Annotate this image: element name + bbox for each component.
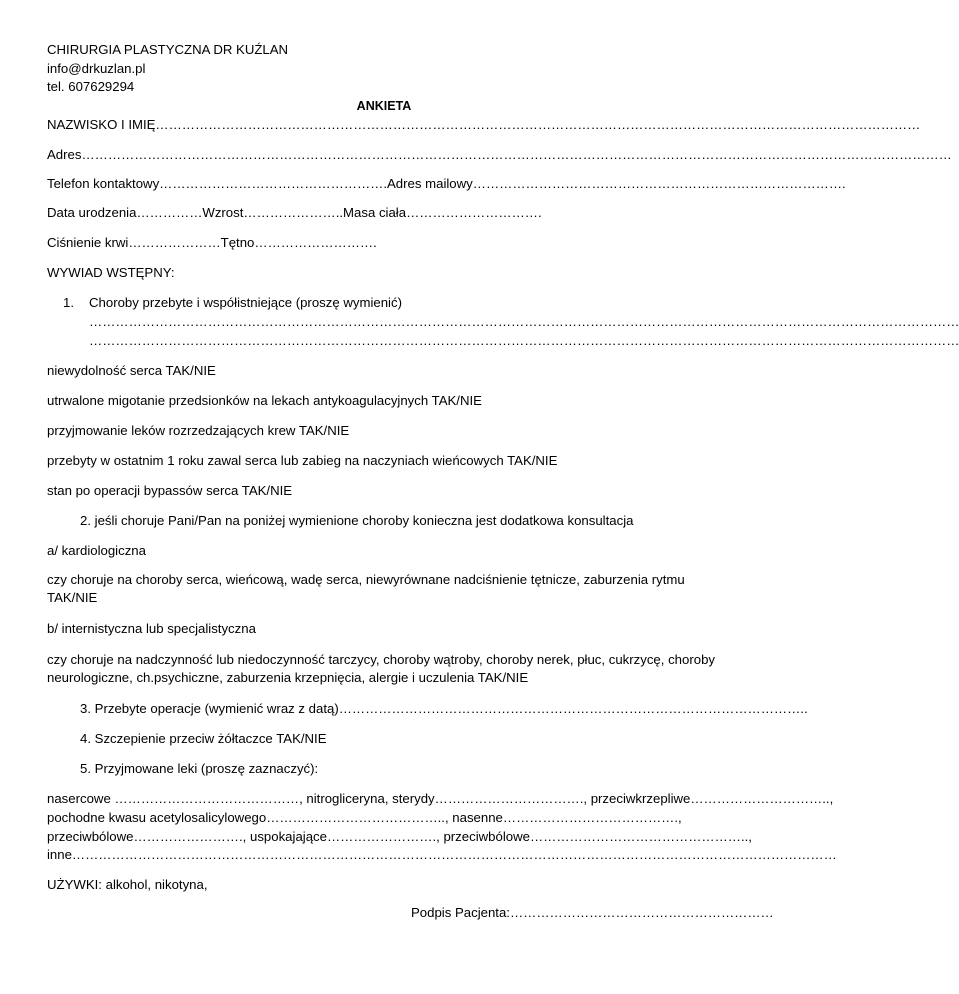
pressure-pulse-field[interactable]: Ciśnienie krwi…………………Tętno………………………. [47,235,377,250]
contact-field[interactable]: Telefon kontaktowy…………………………………………….Adres mailowy…………………………………………………………………………. [47,176,846,191]
address-field[interactable]: Adres……………………………………………………………………………………………………………………………………………………………………………… [47,147,952,162]
question-3[interactable]: 3. Przebyte operacje (wymienić wraz z datą)…………………………………………………………………………………………….. [80,701,808,716]
question-1-number: 1. [63,295,74,310]
question-1-line-2[interactable]: ……………………………………………………………………………………………………………………………………………………………………………… [89,333,959,348]
form-title: ANKIETA [356,99,412,113]
condition-bypass: stan po operacji bypassów serca TAK/NIE [47,483,293,498]
condition-atrial-fibrillation: utrwalone migotanie przedsionków na lekach antykoagulacyjnych TAK/NIE [47,393,482,408]
internal-label: b/ internistyczna lub specjalistyczna [47,621,256,636]
stimulants: UŻYWKI: alkohol, nikotyna, [47,877,208,892]
section-title: WYWIAD WSTĘPNY: [47,265,175,280]
question-4: 4. Szczepienie przeciw żółtaczce TAK/NIE [80,731,327,746]
drugs-line-1[interactable]: nasercowe ……………………………………, nitrogliceryna, sterydy……………………………., przeciwkrzepliwe………………………….., [47,791,834,806]
internal-question: czy choruje na nadczynność lub niedoczynność tarczycy, choroby wątroby, choroby nerek, płuc, cukrzycę, choroby neurologiczne, ch.psychiczne, zaburzenia krzepnięcia, alergie i uczulenia TAK/NIE [47,652,715,685]
condition-heart-attack: przebyty w ostatnim 1 roku zawal serca lub zabieg na naczyniach wieńcowych TAK/NIE [47,453,558,468]
drugs-line-3[interactable]: przeciwbólowe……………………., uspokajające……………………., przeciwbólowe………………………………………….., [47,829,752,844]
question-5: 5. Przyjmowane leki (proszę zaznaczyć): [80,761,319,776]
question-1-label: Choroby przebyte i współistniejące (proszę wymienić) [89,295,402,310]
clinic-name: CHIRURGIA PLASTYCZNA DR KUŹLAN [47,42,289,57]
question-2: 2. jeśli choruje Pani/Pan na poniżej wymienione choroby konieczna jest dodatkowa konsultacja [80,513,634,528]
question-1 [63,295,402,311]
cardiology-question: czy choruje na choroby serca, wieńcową, wadę serca, niewyrównane nadciśnienie tętnicze, zaburzenia rytmu TAK/NIE [47,572,685,605]
clinic-email: info@drkuzlan.pl [47,61,146,76]
cardiology-label: a/ kardiologiczna [47,543,146,558]
clinic-phone: tel. 607629294 [47,79,135,94]
birth-height-weight-field[interactable]: Data urodzenia……………Wzrost…………………..Masa ciała…………………………. [47,205,542,220]
question-1-line-1[interactable]: ……………………………………………………………………………………………………………………………………………………………………………… [89,314,959,329]
name-field[interactable]: NAZWISKO I IMIĘ………………………………………………………………………………………………………………………………………………………… [47,117,921,132]
patient-signature[interactable]: Podpis Pacjenta:…………………………………………………… [411,905,774,920]
drugs-line-4[interactable]: inne………………………………………………………………………………………………………………………………………………………… [47,847,837,862]
drugs-line-2[interactable]: pochodne kwasu acetylosalicylowego………………………………….., nasenne…………………………………., [47,810,682,825]
condition-blood-thinners: przyjmowanie leków rozrzedzających krew TAK/NIE [47,423,350,438]
condition-heart-failure: niewydolność serca TAK/NIE [47,363,216,378]
